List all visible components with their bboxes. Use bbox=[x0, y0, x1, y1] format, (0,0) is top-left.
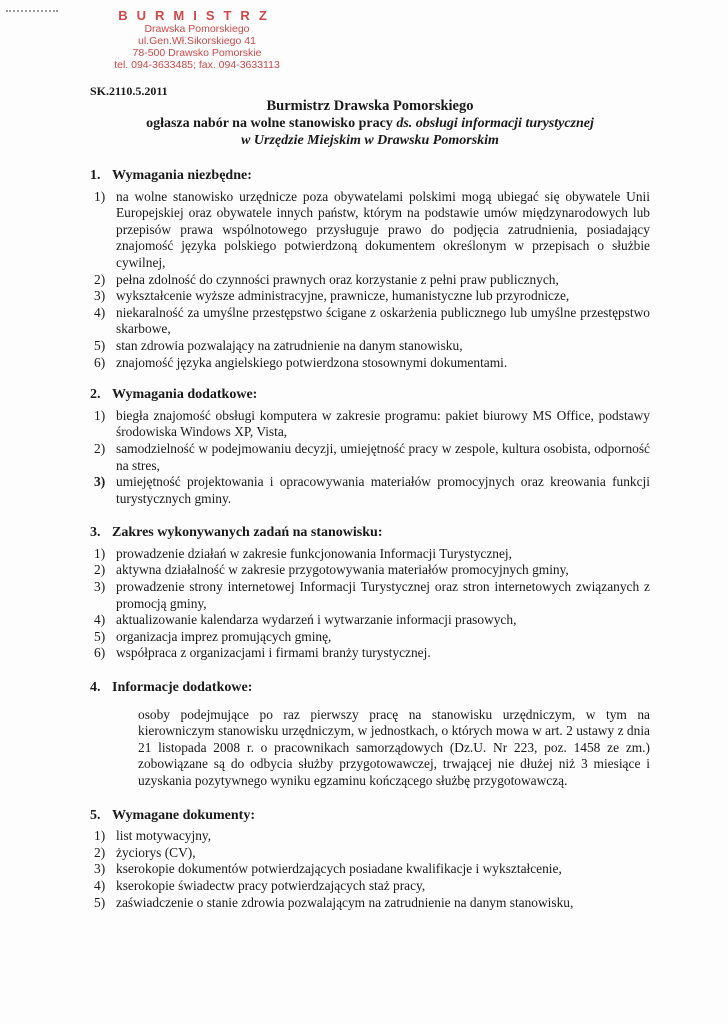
list-item bbox=[90, 272, 650, 289]
list-item bbox=[90, 288, 650, 305]
item-number: 3) bbox=[94, 474, 106, 490]
section-number: 5. bbox=[90, 807, 101, 823]
section-title bbox=[90, 168, 650, 185]
item-number: 2) bbox=[94, 440, 106, 456]
item-number: 1) bbox=[94, 407, 106, 423]
duties-list bbox=[90, 546, 650, 662]
list-item bbox=[90, 579, 650, 612]
heading-main: Burmistrz Drawska Pomorskiego bbox=[266, 98, 474, 114]
list-item bbox=[90, 861, 650, 878]
requirements-list bbox=[90, 189, 650, 372]
scan-mark bbox=[6, 10, 58, 14]
item-text: niekaralność za umyślne przestępstwo ścigane z oskarżenia publicznego lub umyślne przestępstwo skarbowe, bbox=[116, 304, 650, 337]
item-text: organizacja imprez promujących gminę, bbox=[116, 628, 332, 644]
item-number: 4) bbox=[94, 304, 106, 320]
list-item bbox=[90, 408, 650, 441]
item-number: 3) bbox=[94, 861, 106, 877]
section-title bbox=[90, 525, 650, 542]
list-item bbox=[90, 612, 650, 629]
item-text: prowadzenie działań w zakresie funkcjonowania Informacji Turystycznej, bbox=[116, 545, 512, 561]
item-number: 6) bbox=[94, 645, 106, 661]
section-number: 2. bbox=[90, 387, 101, 403]
section-additional-info bbox=[90, 680, 650, 790]
list-item bbox=[90, 305, 650, 338]
section-number: 1. bbox=[90, 168, 101, 183]
item-number: 2) bbox=[94, 844, 106, 860]
item-text: list motywacyjny, bbox=[116, 828, 212, 844]
list-item bbox=[90, 878, 650, 895]
document-heading bbox=[80, 98, 660, 149]
section-title bbox=[90, 680, 650, 697]
heading-line2-prefix: ogłasza nabór na wolne stanowisko pracy bbox=[146, 116, 393, 131]
section-required-documents bbox=[90, 808, 650, 912]
list-item bbox=[90, 629, 650, 646]
list-item bbox=[90, 562, 650, 579]
item-text: na wolne stanowisko urzędnicze poza obywatelami polskimi mogą ubiegać się obywatele Unii Europejskiej oraz obywatele innych państw, którym na podstawie umów międzynarodowych lub przepisów prawa wspólnotowego przysługuje prawo do podjęcia zatrudnienia, posiadający znajomość języka polskiego potwierdzoną dokumentem określonym w przepisach o służbie cywilnej, bbox=[116, 188, 650, 270]
item-number: 1) bbox=[94, 188, 106, 204]
item-text: biegła znajomość obsługi komputera w zakresie programu: pakiet biurowy MS Office, podstawy środowiska Windows XP, Vista, bbox=[116, 407, 650, 440]
list-item bbox=[90, 546, 650, 563]
documents-list bbox=[90, 828, 650, 911]
stamp-line: 78-500 Drawsko Pomorskie bbox=[132, 47, 262, 59]
item-number: 5) bbox=[94, 894, 106, 910]
item-text: aktualizowanie kalendarza wydarzeń i wytwarzanie informacji prasowych, bbox=[116, 612, 517, 628]
list-item bbox=[90, 845, 650, 862]
office-stamp bbox=[82, 8, 312, 71]
reference-number: SK.2110.5.2011 bbox=[90, 84, 168, 98]
heading-line2-italic: ds. obsługi informacji turystycznej bbox=[396, 116, 594, 131]
section-title bbox=[90, 387, 650, 404]
item-text: prowadzenie strony internetowej Informacji Turystycznej oraz stron internetowych związanych z promocją gminy, bbox=[116, 579, 650, 611]
section-additional-requirements bbox=[90, 387, 650, 507]
stamp-line: tel. 094-3633485; fax. 094-3633113 bbox=[114, 59, 280, 71]
item-text: umiejętność projektowania i opracowywania materiałów promocyjnych oraz kreowania funkcji turystycznych gminy. bbox=[116, 474, 650, 506]
item-number: 1) bbox=[94, 828, 106, 844]
item-text: aktywna działalność w zakresie przygotowywania materiałów promocyjnych gminy, bbox=[116, 562, 569, 578]
item-text: wykształcenie wyższe administracyjne, prawnicze, humanistyczne lub przyrodnicze, bbox=[116, 288, 570, 304]
stamp-line: ul.Gen.Wł.Sikorskiego 41 bbox=[138, 35, 256, 47]
item-text: samodzielność w podejmowaniu decyzji, umiejętność pracy w zespole, kultura osobista, odporność na stres, bbox=[116, 440, 650, 473]
document-body bbox=[90, 168, 650, 911]
list-item bbox=[90, 355, 650, 372]
list-item bbox=[90, 338, 650, 355]
section-title-text: Informacje dodatkowe: bbox=[112, 680, 253, 696]
item-text: znajomość języka angielskiego potwierdzona stosownymi dokumentami. bbox=[116, 354, 508, 370]
list-item bbox=[90, 828, 650, 845]
item-text: kserokopie świadectw pracy potwierdzających staż pracy, bbox=[116, 877, 426, 893]
section-title bbox=[90, 808, 650, 825]
section-requirements bbox=[90, 168, 650, 371]
item-number: 1) bbox=[94, 545, 106, 561]
list-item bbox=[90, 895, 650, 912]
item-text: pełna zdolność do czynności prawnych oraz korzystanie z pełni praw publicznych, bbox=[116, 271, 559, 287]
item-number: 5) bbox=[94, 628, 106, 644]
item-number: 2) bbox=[94, 562, 106, 578]
section-number: 3. bbox=[90, 525, 101, 541]
item-text: stan zdrowia pozwalający na zatrudnienie na danym stanowisku, bbox=[116, 337, 463, 353]
additional-info-paragraph: osoby podejmujące po raz pierwszy pracę na stanowisku urzędniczym, w tym na kierowniczym stanowisku urzędniczym, w jednostkach, o których mowa w art. 2 ustawy z dnia 21 listopada 2008 r. o pracownikach samorządowych (Dz.U. Nr 223, poz. 1458 ze zm.) zobowiązane są do odbycia służby przygotowawczej, trwającej nie dłużej niż 3 miesiące i uzyskania pozytywnego wyniku egzaminu kończącego służbę przygotowawczą. bbox=[138, 706, 650, 788]
section-duties bbox=[90, 525, 650, 662]
section-title-text: Wymagania dodatkowe: bbox=[112, 387, 258, 403]
item-number: 3) bbox=[94, 288, 106, 304]
section-number: 4. bbox=[90, 680, 101, 696]
item-number: 3) bbox=[94, 579, 106, 595]
item-text: zaświadczenie o stanie zdrowia pozwalającym na zatrudnienie na danym stanowisku, bbox=[116, 894, 574, 910]
list-item bbox=[90, 441, 650, 474]
item-number: 4) bbox=[94, 877, 106, 893]
item-number: 4) bbox=[94, 612, 106, 628]
heading-line3-italic: w Urzędzie Miejskim w Drawsku Pomorskim bbox=[241, 133, 499, 148]
stamp-title: BURMISTRZ bbox=[118, 8, 276, 23]
list-item bbox=[90, 645, 650, 662]
item-text: współpraca z organizacjami i firmami branży turystycznej. bbox=[116, 645, 431, 661]
section-title-text: Wymagania niezbędne: bbox=[112, 168, 252, 183]
section-title-text: Wymagane dokumenty: bbox=[112, 807, 255, 823]
stamp-line: Drawska Pomorskiego bbox=[144, 23, 250, 35]
section-title-text: Zakres wykonywanych zadań na stanowisku: bbox=[112, 525, 383, 541]
item-number: 2) bbox=[94, 271, 106, 287]
item-text: kserokopie dokumentów potwierdzających posiadane kwalifikacje i wykształcenie, bbox=[116, 861, 562, 877]
item-text: życiorys (CV), bbox=[116, 844, 196, 860]
item-number: 5) bbox=[94, 337, 106, 353]
additional-requirements-list bbox=[90, 408, 650, 508]
item-number: 6) bbox=[94, 354, 106, 370]
list-item bbox=[90, 474, 650, 507]
list-item bbox=[90, 189, 650, 272]
